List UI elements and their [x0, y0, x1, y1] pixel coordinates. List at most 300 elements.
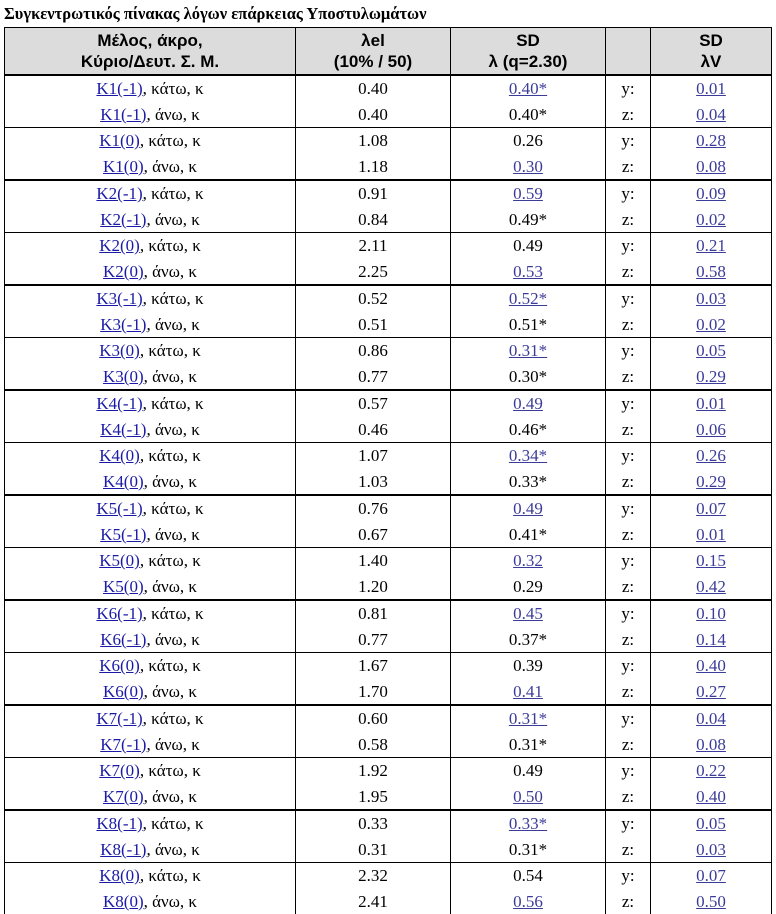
sd-lambda-link[interactable]: 0.31*: [509, 341, 547, 360]
member-link[interactable]: K5(-1): [96, 499, 142, 518]
axis-label: y:: [606, 548, 651, 574]
member-cell: [5, 732, 296, 758]
lel-value: 0.33: [296, 810, 451, 837]
member-link[interactable]: K2(0): [99, 236, 140, 255]
sd-lambda-cell: [451, 338, 606, 364]
member-position: , κάτω, κ: [140, 866, 201, 885]
sd-lambda-link[interactable]: 0.53: [513, 262, 543, 281]
sd-lambda-link[interactable]: 0.50: [513, 787, 543, 806]
member-link[interactable]: K5(-1): [100, 525, 146, 544]
member-link[interactable]: K6(-1): [96, 604, 142, 623]
sd-lambda-cell: [451, 837, 606, 863]
axis-label: y:: [606, 285, 651, 312]
axis-label: y:: [606, 128, 651, 154]
sd-lv-link[interactable]: 0.14: [696, 630, 726, 649]
table-row: [5, 102, 772, 128]
sd-lv-cell: [651, 705, 772, 732]
lel-value: 1.18: [296, 154, 451, 181]
sd-lambda-value: 0.33*: [509, 472, 547, 491]
sd-lambda-cell: [451, 574, 606, 601]
header-lv-line2: λV: [651, 51, 771, 72]
page-title: Συγκεντρωτικός πίνακας λόγων επάρκειας Υποστυλωμάτων: [4, 2, 427, 26]
sd-lambda-link[interactable]: 0.52*: [509, 289, 547, 308]
table-row: [5, 233, 772, 259]
sd-lv-link[interactable]: 0.40: [696, 787, 726, 806]
sd-lv-link[interactable]: 0.03: [696, 840, 726, 859]
sd-lv-link[interactable]: 0.09: [696, 184, 726, 203]
sd-lambda-link[interactable]: 0.40*: [509, 79, 547, 98]
member-position: , κάτω, κ: [140, 446, 201, 465]
sd-lv-cell: [651, 784, 772, 811]
member-position: , άνω, κ: [144, 262, 197, 281]
lel-value: 1.95: [296, 784, 451, 811]
lel-value: 0.31: [296, 837, 451, 863]
member-cell: [5, 233, 296, 259]
sd-lv-cell: [651, 522, 772, 548]
axis-label: z:: [606, 784, 651, 811]
header-member: [5, 28, 296, 76]
sd-lv-cell: [651, 469, 772, 496]
sd-lambda-value: 0.37*: [509, 630, 547, 649]
table-row: [5, 417, 772, 443]
lel-value: 0.77: [296, 627, 451, 653]
axis-label: y:: [606, 863, 651, 889]
lel-value: 0.67: [296, 522, 451, 548]
sd-lv-cell: [651, 758, 772, 784]
member-cell: [5, 679, 296, 706]
table-row: [5, 338, 772, 364]
member-link[interactable]: K1(-1): [100, 105, 146, 124]
axis-label: z:: [606, 732, 651, 758]
member-position: , κάτω, κ: [140, 656, 201, 675]
sd-lambda-link[interactable]: 0.30: [513, 157, 543, 176]
sd-lv-link[interactable]: 0.28: [696, 131, 726, 150]
sd-lambda-value: 0.41*: [509, 525, 547, 544]
member-link[interactable]: K5(0): [99, 551, 140, 570]
sd-lv-cell: [651, 417, 772, 443]
sd-lambda-value: 0.49: [513, 236, 543, 255]
sd-lambda-cell: [451, 285, 606, 312]
member-cell: [5, 207, 296, 233]
lel-value: 0.77: [296, 364, 451, 391]
member-cell: [5, 495, 296, 522]
sd-lv-link[interactable]: 0.04: [696, 709, 726, 728]
member-position: , άνω, κ: [146, 420, 199, 439]
sd-lambda-cell: [451, 889, 606, 914]
sd-lambda-cell: [451, 679, 606, 706]
table-row: [5, 732, 772, 758]
member-position: , άνω, κ: [144, 472, 197, 491]
sd-lv-cell: [651, 259, 772, 286]
lel-value: 0.40: [296, 75, 451, 102]
member-link[interactable]: K8(-1): [96, 814, 142, 833]
lel-value: 1.07: [296, 443, 451, 469]
axis-label: z:: [606, 837, 651, 863]
sd-lv-cell: [651, 128, 772, 154]
table-body: [5, 75, 772, 914]
member-link[interactable]: K2(-1): [100, 210, 146, 229]
header-lel: [296, 28, 451, 76]
table-row: [5, 837, 772, 863]
member-cell: [5, 627, 296, 653]
axis-label: y:: [606, 758, 651, 784]
sd-lv-link[interactable]: 0.58: [696, 262, 726, 281]
sd-lambda-cell: [451, 259, 606, 286]
header-sd-lv: [651, 28, 772, 76]
sd-lambda-cell: [451, 207, 606, 233]
axis-label: z:: [606, 574, 651, 601]
header-sd-line1: SD: [451, 30, 605, 51]
member-link[interactable]: K4(0): [99, 446, 140, 465]
member-cell: [5, 180, 296, 207]
member-link[interactable]: K6(0): [103, 682, 144, 701]
sd-lambda-value: 0.26: [513, 131, 543, 150]
sd-lv-link[interactable]: 0.02: [696, 315, 726, 334]
sd-lv-cell: [651, 600, 772, 627]
member-cell: [5, 837, 296, 863]
table-row: [5, 784, 772, 811]
sd-lambda-cell: [451, 522, 606, 548]
axis-label: z:: [606, 417, 651, 443]
sd-lambda-cell: [451, 390, 606, 417]
sd-lambda-link[interactable]: 0.59: [513, 184, 543, 203]
header-sd-line2: λ (q=2.30): [451, 51, 605, 72]
member-position: , κάτω, κ: [143, 394, 204, 413]
sd-lv-link[interactable]: 0.29: [696, 472, 726, 491]
sd-lambda-value: 0.39: [513, 656, 543, 675]
sd-lambda-cell: [451, 732, 606, 758]
header-lel-line2: (10% / 50): [296, 51, 450, 72]
sd-lambda-cell: [451, 233, 606, 259]
sd-lambda-value: 0.46*: [509, 420, 547, 439]
member-link[interactable]: K5(0): [103, 577, 144, 596]
axis-label: z:: [606, 364, 651, 391]
sd-lv-link[interactable]: 0.05: [696, 814, 726, 833]
sd-lv-cell: [651, 863, 772, 889]
sd-lv-cell: [651, 102, 772, 128]
member-cell: [5, 390, 296, 417]
sd-lambda-value: 0.31*: [509, 735, 547, 754]
lel-value: 1.92: [296, 758, 451, 784]
axis-label: y:: [606, 390, 651, 417]
sd-lambda-link[interactable]: 0.49: [513, 499, 543, 518]
lel-value: 1.03: [296, 469, 451, 496]
table-row: [5, 364, 772, 391]
sd-lv-cell: [651, 285, 772, 312]
member-position: , κάτω, κ: [143, 709, 204, 728]
sd-lambda-cell: [451, 364, 606, 391]
sd-lambda-link[interactable]: 0.33*: [509, 814, 547, 833]
table-row: [5, 810, 772, 837]
axis-label: y:: [606, 338, 651, 364]
lel-value: 1.67: [296, 653, 451, 679]
member-position: , κάτω, κ: [143, 814, 204, 833]
sd-lambda-link[interactable]: 0.41: [513, 682, 543, 701]
sd-lambda-cell: [451, 128, 606, 154]
sd-lambda-value: 0.31*: [509, 840, 547, 859]
member-position: , άνω, κ: [146, 315, 199, 334]
sd-lv-link[interactable]: 0.10: [696, 604, 726, 623]
sd-lambda-cell: [451, 784, 606, 811]
member-cell: [5, 863, 296, 889]
sd-lambda-cell: [451, 495, 606, 522]
lel-value: 0.86: [296, 338, 451, 364]
sd-lambda-cell: [451, 600, 606, 627]
header-lel-line1: λel: [296, 30, 450, 51]
axis-label: y:: [606, 810, 651, 837]
table-header-row: [5, 28, 772, 76]
member-cell: [5, 548, 296, 574]
sd-lv-cell: [651, 154, 772, 181]
member-cell: [5, 154, 296, 181]
member-link[interactable]: K2(0): [103, 262, 144, 281]
table-row: [5, 653, 772, 679]
sd-lambda-link[interactable]: 0.56: [513, 892, 543, 911]
header-member-line2: Κύριο/Δευτ. Σ. Μ.: [5, 51, 295, 72]
table-row: [5, 128, 772, 154]
sd-lv-link[interactable]: 0.04: [696, 105, 726, 124]
sd-lambda-cell: [451, 653, 606, 679]
sd-lv-link[interactable]: 0.22: [696, 761, 726, 780]
lel-value: 0.81: [296, 600, 451, 627]
member-position: , κάτω, κ: [140, 236, 201, 255]
member-link[interactable]: K8(0): [103, 892, 144, 911]
sd-lv-link[interactable]: 0.40: [696, 656, 726, 675]
member-cell: [5, 417, 296, 443]
sd-lv-link[interactable]: 0.07: [696, 866, 726, 885]
member-position: , κάτω, κ: [140, 761, 201, 780]
lel-value: 0.52: [296, 285, 451, 312]
header-member-line1: Μέλος, άκρο,: [5, 30, 295, 51]
sd-lv-cell: [651, 889, 772, 914]
sd-lv-link[interactable]: 0.08: [696, 157, 726, 176]
table-row: [5, 285, 772, 312]
sd-lv-link[interactable]: 0.50: [696, 892, 726, 911]
lel-value: 0.91: [296, 180, 451, 207]
sd-lv-link[interactable]: 0.03: [696, 289, 726, 308]
table-row: [5, 863, 772, 889]
member-position: , κάτω, κ: [140, 341, 201, 360]
member-position: , κάτω, κ: [143, 79, 204, 98]
table-row: [5, 679, 772, 706]
member-position: , κάτω, κ: [143, 184, 204, 203]
member-cell: [5, 705, 296, 732]
member-cell: [5, 600, 296, 627]
member-position: , κάτω, κ: [140, 551, 201, 570]
lel-value: 0.40: [296, 102, 451, 128]
member-link[interactable]: K3(-1): [96, 289, 142, 308]
sd-lv-cell: [651, 390, 772, 417]
axis-label: z:: [606, 312, 651, 338]
sd-lambda-cell: [451, 443, 606, 469]
sd-lv-cell: [651, 732, 772, 758]
member-link[interactable]: K1(-1): [96, 79, 142, 98]
member-link[interactable]: K6(-1): [100, 630, 146, 649]
table-row: [5, 312, 772, 338]
member-link[interactable]: K4(-1): [96, 394, 142, 413]
member-link[interactable]: K4(-1): [100, 420, 146, 439]
axis-label: y:: [606, 653, 651, 679]
sd-lambda-link[interactable]: 0.31*: [509, 709, 547, 728]
lel-value: 1.08: [296, 128, 451, 154]
sd-lambda-cell: [451, 102, 606, 128]
axis-label: z:: [606, 679, 651, 706]
table-row: [5, 705, 772, 732]
member-cell: [5, 128, 296, 154]
table-row: [5, 443, 772, 469]
member-position: , κάτω, κ: [143, 499, 204, 518]
member-position: , άνω, κ: [146, 210, 199, 229]
lel-value: 2.32: [296, 863, 451, 889]
member-position: , άνω, κ: [144, 892, 197, 911]
table-row: [5, 259, 772, 286]
table-row: [5, 469, 772, 496]
member-cell: [5, 312, 296, 338]
member-link[interactable]: K3(0): [103, 367, 144, 386]
sd-lambda-cell: [451, 469, 606, 496]
member-cell: [5, 522, 296, 548]
sd-lv-cell: [651, 810, 772, 837]
sd-lv-link[interactable]: 0.15: [696, 551, 726, 570]
axis-label: y:: [606, 443, 651, 469]
member-position: , άνω, κ: [146, 735, 199, 754]
sd-lambda-link[interactable]: 0.45: [513, 604, 543, 623]
sd-lambda-cell: [451, 705, 606, 732]
member-link[interactable]: K7(0): [103, 787, 144, 806]
member-link[interactable]: K6(0): [99, 656, 140, 675]
member-position: , άνω, κ: [144, 157, 197, 176]
lel-value: 2.41: [296, 889, 451, 914]
sd-lv-link[interactable]: 0.06: [696, 420, 726, 439]
sd-lv-link[interactable]: 0.26: [696, 446, 726, 465]
member-position: , άνω, κ: [146, 525, 199, 544]
lel-value: 0.57: [296, 390, 451, 417]
axis-label: z:: [606, 154, 651, 181]
member-link[interactable]: K8(-1): [100, 840, 146, 859]
member-link[interactable]: K1(0): [103, 157, 144, 176]
sd-lambda-value: 0.30*: [509, 367, 547, 386]
axis-label: z:: [606, 102, 651, 128]
member-cell: [5, 338, 296, 364]
table-row: [5, 522, 772, 548]
axis-label: z:: [606, 522, 651, 548]
table-row: [5, 548, 772, 574]
member-link[interactable]: K7(0): [99, 761, 140, 780]
sd-lambda-value: 0.51*: [509, 315, 547, 334]
sd-lv-link[interactable]: 0.07: [696, 499, 726, 518]
member-link[interactable]: K7(-1): [100, 735, 146, 754]
member-cell: [5, 259, 296, 286]
member-link[interactable]: K1(0): [99, 131, 140, 150]
sd-lv-link[interactable]: 0.01: [696, 79, 726, 98]
sd-lv-cell: [651, 653, 772, 679]
sd-lambda-value: 0.49: [513, 761, 543, 780]
member-position: , κάτω, κ: [143, 604, 204, 623]
member-position: , κάτω, κ: [140, 131, 201, 150]
member-link[interactable]: K3(-1): [100, 315, 146, 334]
sd-lv-link[interactable]: 0.01: [696, 394, 726, 413]
axis-label: z:: [606, 259, 651, 286]
member-position: , άνω, κ: [144, 787, 197, 806]
table-row: [5, 574, 772, 601]
member-link[interactable]: K3(0): [99, 341, 140, 360]
sd-lv-link[interactable]: 0.27: [696, 682, 726, 701]
member-cell: [5, 364, 296, 391]
member-cell: [5, 653, 296, 679]
member-position: , κάτω, κ: [143, 289, 204, 308]
sd-lv-link[interactable]: 0.21: [696, 236, 726, 255]
sd-lambda-cell: [451, 810, 606, 837]
sd-lv-cell: [651, 75, 772, 102]
sd-lv-cell: [651, 837, 772, 863]
table-row: [5, 495, 772, 522]
member-position: , άνω, κ: [144, 577, 197, 596]
sd-lambda-link[interactable]: 0.34*: [509, 446, 547, 465]
member-link[interactable]: K4(0): [103, 472, 144, 491]
sd-lv-link[interactable]: 0.01: [696, 525, 726, 544]
header-axis: [606, 28, 651, 76]
axis-label: z:: [606, 469, 651, 496]
member-link[interactable]: K8(0): [99, 866, 140, 885]
sd-lambda-cell: [451, 863, 606, 889]
member-link[interactable]: K2(-1): [96, 184, 142, 203]
sd-lambda-link[interactable]: 0.32: [513, 551, 543, 570]
lel-value: 0.46: [296, 417, 451, 443]
lel-value: 0.84: [296, 207, 451, 233]
member-cell: [5, 574, 296, 601]
lel-value: 1.70: [296, 679, 451, 706]
sd-lv-cell: [651, 574, 772, 601]
member-cell: [5, 443, 296, 469]
table-row: [5, 207, 772, 233]
sd-lv-link[interactable]: 0.02: [696, 210, 726, 229]
member-position: , άνω, κ: [144, 367, 197, 386]
sd-lambda-link[interactable]: 0.49: [513, 394, 543, 413]
axis-label: z:: [606, 889, 651, 914]
lel-value: 2.25: [296, 259, 451, 286]
member-cell: [5, 810, 296, 837]
member-cell: [5, 469, 296, 496]
sd-lv-cell: [651, 180, 772, 207]
axis-label: z:: [606, 627, 651, 653]
table-row: [5, 758, 772, 784]
sd-lambda-cell: [451, 627, 606, 653]
sd-lv-cell: [651, 364, 772, 391]
table-row: [5, 390, 772, 417]
sd-lv-link[interactable]: 0.29: [696, 367, 726, 386]
sd-lv-link[interactable]: 0.05: [696, 341, 726, 360]
sd-lv-cell: [651, 233, 772, 259]
header-sd-lambda: [451, 28, 606, 76]
sd-lv-cell: [651, 443, 772, 469]
sd-lambda-value: 0.29: [513, 577, 543, 596]
sd-lambda-cell: [451, 75, 606, 102]
table-row: [5, 180, 772, 207]
axis-label: y:: [606, 75, 651, 102]
member-link[interactable]: K7(-1): [96, 709, 142, 728]
sd-lv-cell: [651, 207, 772, 233]
lel-value: 0.60: [296, 705, 451, 732]
sd-lambda-value: 0.40*: [509, 105, 547, 124]
member-cell: [5, 102, 296, 128]
sd-lv-link[interactable]: 0.08: [696, 735, 726, 754]
sd-lv-cell: [651, 495, 772, 522]
axis-label: y:: [606, 180, 651, 207]
table-row: [5, 889, 772, 914]
axis-label: z:: [606, 207, 651, 233]
sd-lv-cell: [651, 627, 772, 653]
sd-lv-link[interactable]: 0.42: [696, 577, 726, 596]
